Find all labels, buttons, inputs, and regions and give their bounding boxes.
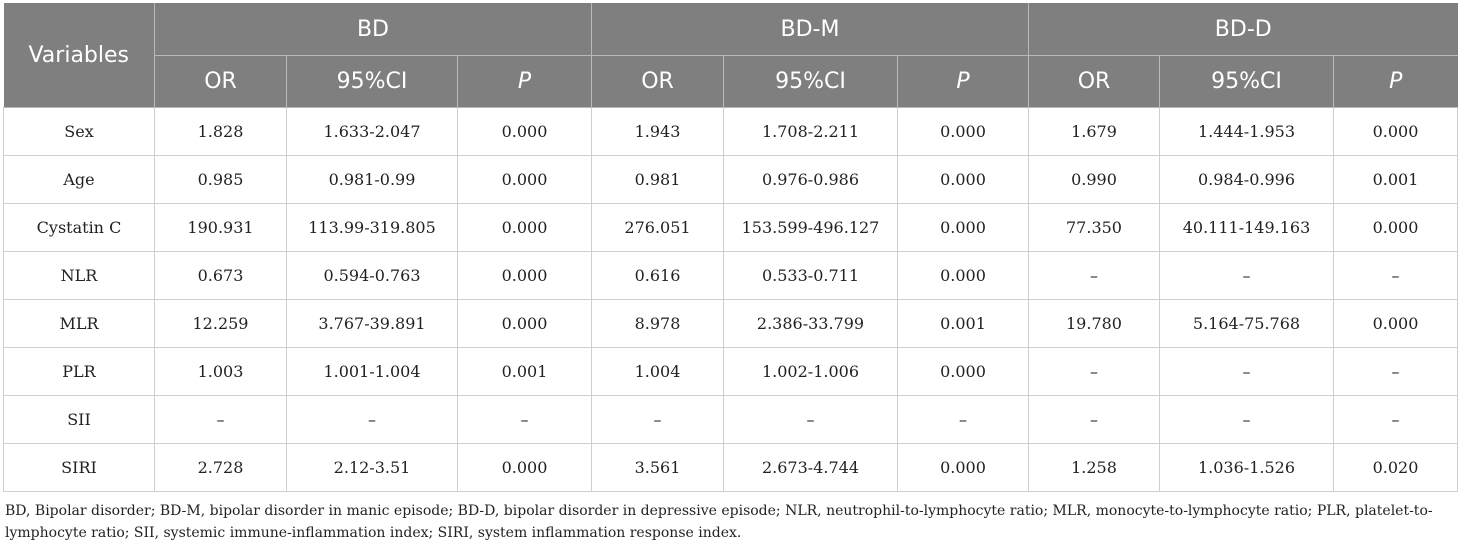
or-cell: 8.978: [592, 300, 724, 348]
variable-cell: NLR: [4, 252, 155, 300]
or-cell: 1.258: [1029, 444, 1160, 492]
p-cell: 0.000: [1334, 204, 1458, 252]
table-row: [4, 444, 1458, 492]
ci-cell: 2.386-33.799: [724, 300, 898, 348]
p-cell: –: [458, 396, 592, 444]
table-row: [4, 396, 1458, 444]
or-cell: 1.679: [1029, 108, 1160, 156]
p-cell: 0.000: [1334, 300, 1458, 348]
col-header-or: OR: [1029, 56, 1160, 108]
table-footnote: BD, Bipolar disorder; BD-M, bipolar disorder in manic episode; BD-D, bipolar disorder in depressive episode; NLR, neutrophil-to-lymphocyte ratio; MLR, monocyte-to-lymphocyte ratio; PLR, platelet-to-lymphocyte ratio; SII, systemic immune-inflammation index; SIRI, system inflammation response index.: [5, 503, 1433, 541]
p-cell: 0.001: [1334, 156, 1458, 204]
p-cell: 0.000: [1334, 108, 1458, 156]
p-cell: 0.000: [898, 156, 1029, 204]
variable-cell: SII: [4, 396, 155, 444]
or-cell: –: [592, 396, 724, 444]
ci-cell: –: [1160, 348, 1334, 396]
table-header: [4, 3, 1458, 108]
col-header-or: OR: [592, 56, 724, 108]
group-header-bd-d: BD-D: [1029, 3, 1458, 56]
ci-cell: 0.984-0.996: [1160, 156, 1334, 204]
p-cell: 0.020: [1334, 444, 1458, 492]
table-container: [3, 0, 1457, 544]
col-header-p: P: [1334, 56, 1458, 108]
table-row: [4, 204, 1458, 252]
or-cell: 1.003: [155, 348, 287, 396]
or-cell: 3.561: [592, 444, 724, 492]
or-cell: –: [155, 396, 287, 444]
ci-cell: 1.708-2.211: [724, 108, 898, 156]
table-row: [4, 108, 1458, 156]
or-cell: 1.004: [592, 348, 724, 396]
p-cell: –: [1334, 396, 1458, 444]
p-cell: 0.000: [898, 204, 1029, 252]
ci-cell: 1.001-1.004: [287, 348, 458, 396]
col-header-p: P: [898, 56, 1029, 108]
ci-cell: 0.981-0.99: [287, 156, 458, 204]
variables-header: Variables: [4, 3, 155, 108]
ci-cell: 1.633-2.047: [287, 108, 458, 156]
p-cell: 0.000: [458, 444, 592, 492]
or-cell: 276.051: [592, 204, 724, 252]
or-cell: 12.259: [155, 300, 287, 348]
table-body: [4, 108, 1458, 492]
p-cell: –: [1334, 348, 1458, 396]
or-cell: 77.350: [1029, 204, 1160, 252]
or-cell: 0.673: [155, 252, 287, 300]
table-row: [4, 252, 1458, 300]
ci-cell: 3.767-39.891: [287, 300, 458, 348]
p-cell: 0.001: [898, 300, 1029, 348]
ci-cell: 0.594-0.763: [287, 252, 458, 300]
ci-cell: 5.164-75.768: [1160, 300, 1334, 348]
ci-cell: 113.99-319.805: [287, 204, 458, 252]
ci-cell: 153.599-496.127: [724, 204, 898, 252]
p-cell: 0.001: [458, 348, 592, 396]
col-header-ci: 95%CI: [1160, 56, 1334, 108]
col-header-ci: 95%CI: [724, 56, 898, 108]
ci-cell: 0.533-0.711: [724, 252, 898, 300]
variable-cell: Sex: [4, 108, 155, 156]
or-cell: 0.990: [1029, 156, 1160, 204]
variable-cell: MLR: [4, 300, 155, 348]
col-header-ci: 95%CI: [287, 56, 458, 108]
group-header-bd: BD: [155, 3, 592, 56]
variable-cell: Cystatin C: [4, 204, 155, 252]
variable-cell: SIRI: [4, 444, 155, 492]
ci-cell: –: [724, 396, 898, 444]
or-cell: 190.931: [155, 204, 287, 252]
or-cell: 1.828: [155, 108, 287, 156]
p-cell: 0.000: [458, 204, 592, 252]
table-row: [4, 156, 1458, 204]
ci-cell: 40.111-149.163: [1160, 204, 1334, 252]
ci-cell: –: [1160, 396, 1334, 444]
ci-cell: 0.976-0.986: [724, 156, 898, 204]
p-cell: –: [898, 396, 1029, 444]
col-header-p: P: [458, 56, 592, 108]
or-cell: –: [1029, 348, 1160, 396]
or-cell: –: [1029, 252, 1160, 300]
or-cell: 19.780: [1029, 300, 1160, 348]
table-row: [4, 348, 1458, 396]
p-cell: 0.000: [898, 108, 1029, 156]
p-cell: 0.000: [458, 300, 592, 348]
variable-cell: PLR: [4, 348, 155, 396]
results-table: [3, 3, 1458, 492]
ci-cell: –: [1160, 252, 1334, 300]
p-cell: –: [1334, 252, 1458, 300]
table-row: [4, 300, 1458, 348]
ci-cell: –: [287, 396, 458, 444]
p-cell: 0.000: [458, 156, 592, 204]
ci-cell: 1.002-1.006: [724, 348, 898, 396]
p-cell: 0.000: [898, 348, 1029, 396]
ci-cell: 2.12-3.51: [287, 444, 458, 492]
p-cell: 0.000: [898, 252, 1029, 300]
ci-cell: 1.036-1.526: [1160, 444, 1334, 492]
ci-cell: 2.673-4.744: [724, 444, 898, 492]
or-cell: 1.943: [592, 108, 724, 156]
or-cell: 0.616: [592, 252, 724, 300]
p-cell: 0.000: [458, 108, 592, 156]
p-cell: 0.000: [898, 444, 1029, 492]
or-cell: 0.985: [155, 156, 287, 204]
or-cell: 0.981: [592, 156, 724, 204]
col-header-or: OR: [155, 56, 287, 108]
ci-cell: 1.444-1.953: [1160, 108, 1334, 156]
variable-cell: Age: [4, 156, 155, 204]
or-cell: 2.728: [155, 444, 287, 492]
p-cell: 0.000: [458, 252, 592, 300]
group-header-bd-m: BD-M: [592, 3, 1029, 56]
or-cell: –: [1029, 396, 1160, 444]
